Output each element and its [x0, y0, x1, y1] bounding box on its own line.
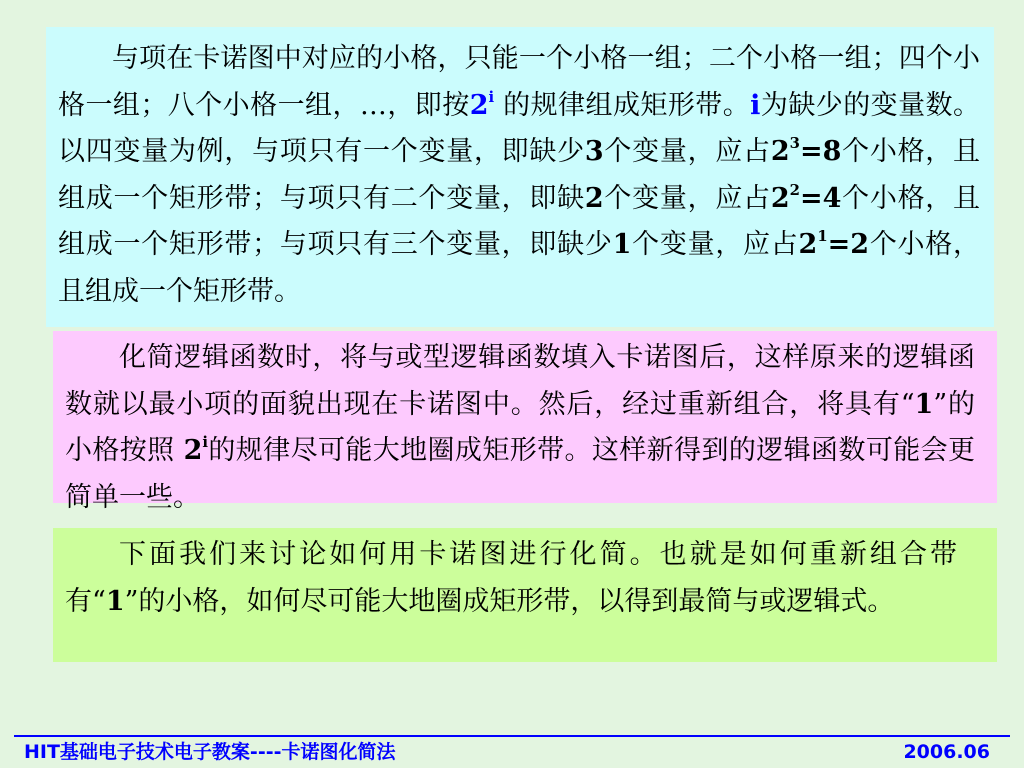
footer-divider: [14, 735, 1010, 737]
power-base: 2: [469, 89, 489, 121]
simplification-method-paragraph: [65, 335, 975, 521]
expression-2-cubed: [771, 136, 842, 167]
rule-text-8: 个变量，应占: [631, 229, 799, 260]
rule-text-3: 为缺少的变量数。以四变量为例，与项只有一个变量，即缺少: [58, 89, 981, 167]
method-text-3: 的规律尽可能大地圈成矩形带。这样新得到的逻辑函数可能会更简单一些。: [65, 435, 976, 513]
karnaugh-grouping-rule-box: [46, 27, 994, 327]
expr2-result: =4: [799, 182, 842, 214]
power-exponent: i: [488, 87, 495, 106]
next-text-1: 下面我们来讨论如何用卡诺图进行化简。也就是如何重新组合带有“: [65, 539, 957, 617]
rule-text-7: 个小格，且组成一个矩形带；与项只有三个变量，即缺少: [58, 182, 981, 260]
rule-text-9: 个小格，且组成一个矩形带。: [58, 229, 981, 307]
rule-text-4: 个变量，应占: [603, 136, 771, 167]
expr3-base: 2: [798, 229, 818, 260]
rule-text-6: 个变量，应占: [603, 182, 771, 214]
one-value-2: 1: [105, 585, 125, 617]
one-value: 1: [914, 388, 934, 420]
missing-count-2: 2: [584, 182, 604, 214]
rule-text-2: 的规律组成矩形带。: [503, 89, 751, 121]
expr3-result: =2: [827, 229, 870, 260]
method-text-1: 化简逻辑函数时，将与或型逻辑函数填入卡诺图后，这样原来的逻辑函数就以最小项的面貌出现在卡诺图中。然后，经过重新组合，将具有“: [65, 342, 975, 420]
next-topic-paragraph: [65, 532, 957, 625]
method-text-2: ”的小格按照: [65, 388, 975, 466]
expr2-base: 2: [770, 182, 790, 214]
simplification-method-box: [53, 331, 997, 513]
expr2-exponent: 2: [789, 180, 800, 199]
footer-course-title: HIT基础电子技术电子教案----卡诺图化简法: [24, 741, 396, 763]
power-base-2: 2: [183, 435, 203, 466]
power-of-two-expression: [469, 87, 495, 121]
expr3-exponent: 1: [817, 227, 828, 246]
missing-count-3: 3: [584, 136, 604, 167]
expr1-exponent: 3: [789, 134, 800, 153]
variable-i: i: [750, 89, 761, 121]
missing-count-1: 1: [612, 229, 632, 260]
next-topic-box: [53, 528, 997, 662]
grouping-rule-paragraph: [58, 36, 980, 315]
expression-2-to-1: [799, 229, 870, 260]
rule-text-1: 与项在卡诺图中对应的小格，只能一个小格一组；二个小格一组；四个小格一组；八个小格一组，…，即按: [58, 43, 980, 121]
rule-text-5: 个小格，且组成一个矩形带；与项只有二个变量，即缺: [58, 136, 981, 214]
footer-date: 2006.06: [903, 741, 990, 763]
power-exponent-2: i: [202, 433, 208, 452]
expr1-base: 2: [770, 136, 790, 167]
next-text-2: ”的小格，如何尽可能大地圈成矩形带，以得到最简与或逻辑式。: [124, 585, 895, 617]
expr1-result: =8: [799, 136, 842, 167]
power-of-two-expression-2: [184, 435, 208, 466]
expression-2-squared: [770, 180, 842, 214]
